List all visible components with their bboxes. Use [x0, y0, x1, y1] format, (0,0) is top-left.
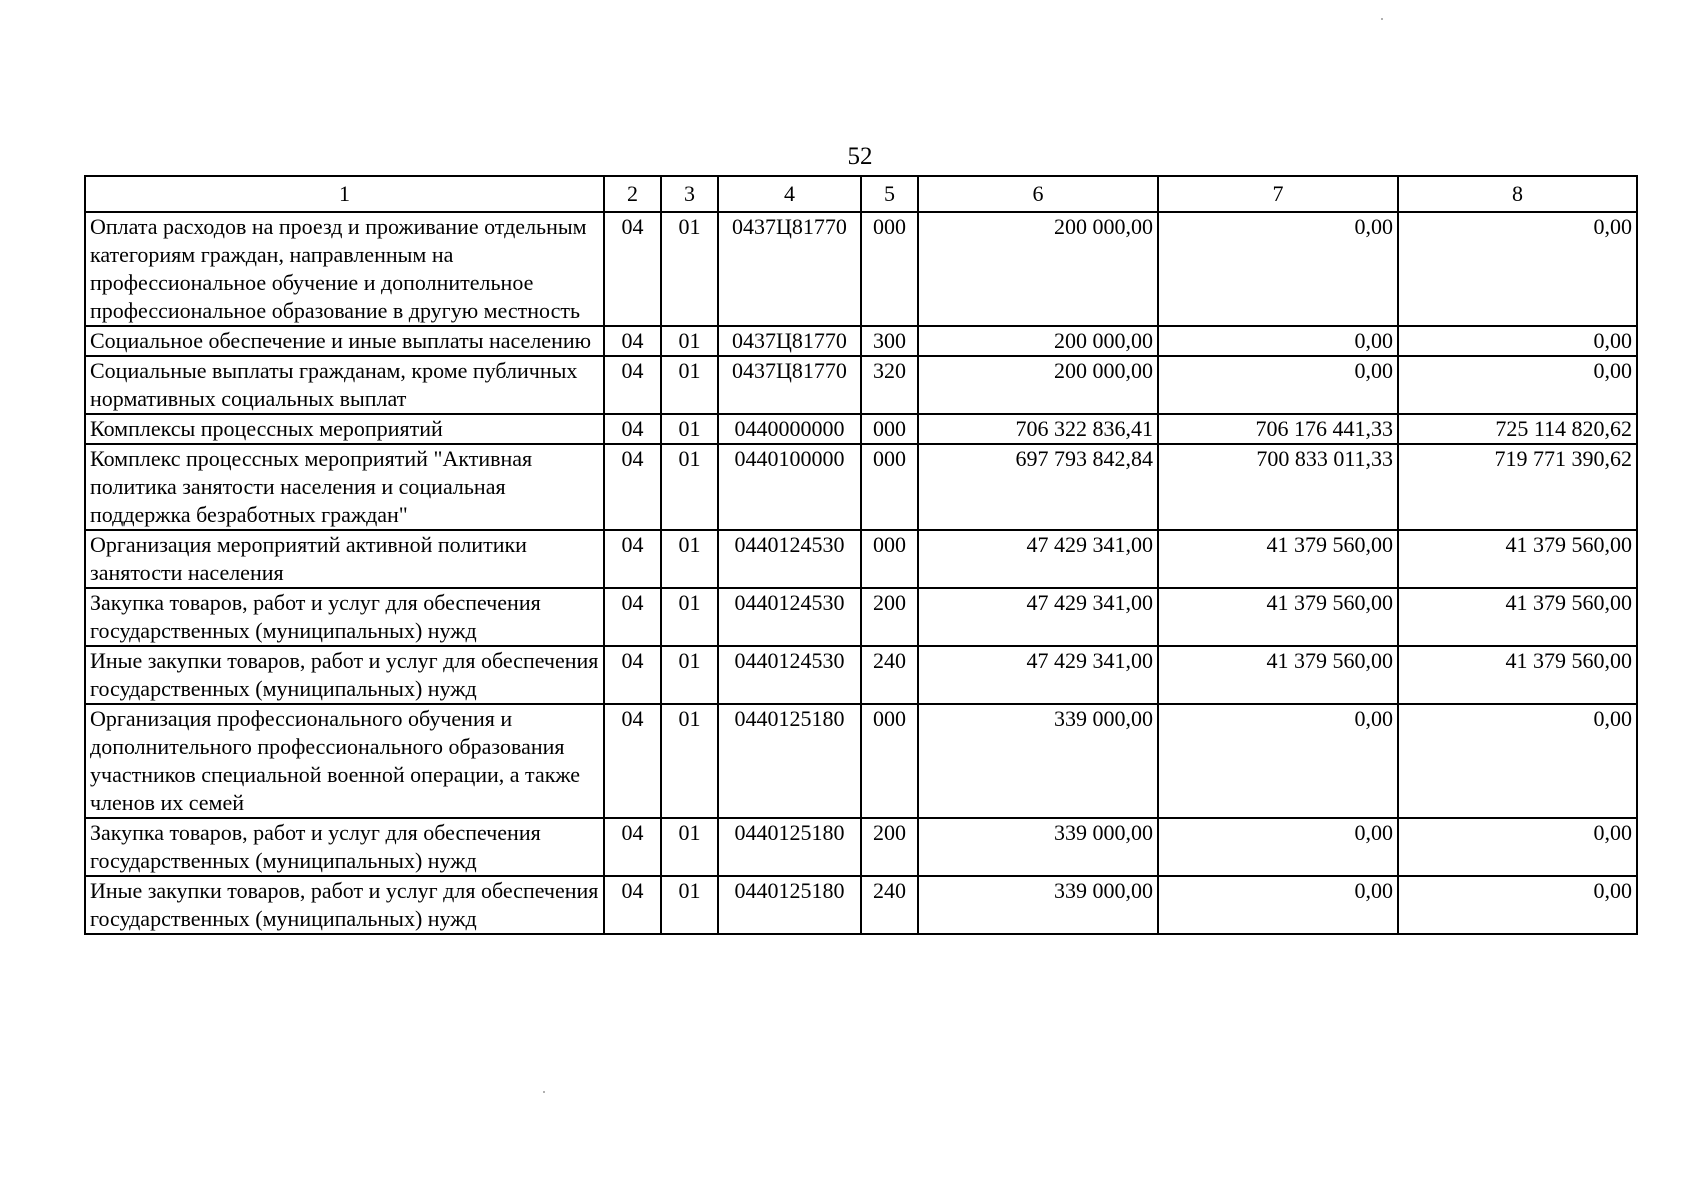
amount-col6: 697 793 842,84 — [918, 444, 1158, 530]
table-row — [85, 530, 1637, 588]
amount-col7: 41 379 560,00 — [1158, 530, 1398, 588]
expense-type-code: 240 — [861, 646, 918, 704]
target-article-code: 0437Ц81770 — [718, 356, 861, 414]
expense-type-code: 000 — [861, 704, 918, 818]
row-name: Организация профессионального обучения и дополнительного профессионального образования участников специальной военной операции, а также членов их семей — [85, 704, 604, 818]
subsection-code: 01 — [661, 530, 718, 588]
table-row — [85, 444, 1637, 530]
amount-col6: 706 322 836,41 — [918, 414, 1158, 444]
table-row — [85, 414, 1637, 444]
amount-col7: 0,00 — [1158, 326, 1398, 356]
subsection-code: 01 — [661, 212, 718, 326]
target-article-code: 0437Ц81770 — [718, 212, 861, 326]
amount-col6: 339 000,00 — [918, 704, 1158, 818]
table-row — [85, 588, 1637, 646]
row-name: Социальные выплаты гражданам, кроме публичных нормативных социальных выплат — [85, 356, 604, 414]
amount-col8: 0,00 — [1398, 356, 1637, 414]
section-code: 04 — [604, 212, 661, 326]
row-name: Оплата расходов на проезд и проживание отдельным категориям граждан, направленным на профессиональное обучение и дополнительное профессиональное образование в другую местность — [85, 212, 604, 326]
subsection-code: 01 — [661, 588, 718, 646]
amount-col8: 41 379 560,00 — [1398, 646, 1637, 704]
section-code: 04 — [604, 876, 661, 934]
amount-col8: 41 379 560,00 — [1398, 530, 1637, 588]
amount-col8: 41 379 560,00 — [1398, 588, 1637, 646]
expense-type-code: 300 — [861, 326, 918, 356]
amount-col6: 47 429 341,00 — [918, 646, 1158, 704]
amount-col7: 0,00 — [1158, 876, 1398, 934]
amount-col8: 0,00 — [1398, 704, 1637, 818]
section-code: 04 — [604, 444, 661, 530]
amount-col6: 339 000,00 — [918, 876, 1158, 934]
amount-col6: 200 000,00 — [918, 212, 1158, 326]
table-row — [85, 704, 1637, 818]
target-article-code: 0440125180 — [718, 818, 861, 876]
amount-col6: 200 000,00 — [918, 356, 1158, 414]
expense-type-code: 240 — [861, 876, 918, 934]
row-name: Иные закупки товаров, работ и услуг для обеспечения государственных (муниципальных) нужд — [85, 876, 604, 934]
amount-col6: 47 429 341,00 — [918, 588, 1158, 646]
table-row — [85, 356, 1637, 414]
target-article-code: 0440125180 — [718, 704, 861, 818]
expense-type-code: 000 — [861, 414, 918, 444]
amount-col8: 719 771 390,62 — [1398, 444, 1637, 530]
row-name: Закупка товаров, работ и услуг для обеспечения государственных (муниципальных) нужд — [85, 588, 604, 646]
expense-type-code: 000 — [861, 212, 918, 326]
column-header: 1 — [85, 176, 604, 212]
target-article-code: 0437Ц81770 — [718, 326, 861, 356]
column-header: 4 — [718, 176, 861, 212]
amount-col8: 725 114 820,62 — [1398, 414, 1637, 444]
subsection-code: 01 — [661, 444, 718, 530]
table-body — [85, 212, 1637, 934]
subsection-code: 01 — [661, 356, 718, 414]
column-header: 6 — [918, 176, 1158, 212]
subsection-code: 01 — [661, 704, 718, 818]
table-header — [85, 176, 1637, 212]
budget-table — [84, 175, 1638, 935]
amount-col7: 0,00 — [1158, 212, 1398, 326]
amount-col7: 0,00 — [1158, 704, 1398, 818]
page-number: 52 — [847, 143, 873, 170]
section-code: 04 — [604, 704, 661, 818]
amount-col7: 700 833 011,33 — [1158, 444, 1398, 530]
table-row — [85, 212, 1637, 326]
amount-col7: 0,00 — [1158, 356, 1398, 414]
target-article-code: 0440124530 — [718, 530, 861, 588]
scan-speck — [543, 1091, 545, 1093]
header-row — [85, 176, 1637, 212]
table-row — [85, 876, 1637, 934]
table-row — [85, 646, 1637, 704]
row-name: Иные закупки товаров, работ и услуг для обеспечения государственных (муниципальных) нужд — [85, 646, 604, 704]
section-code: 04 — [604, 356, 661, 414]
section-code: 04 — [604, 414, 661, 444]
column-header: 7 — [1158, 176, 1398, 212]
expense-type-code: 200 — [861, 588, 918, 646]
column-header: 5 — [861, 176, 918, 212]
amount-col7: 0,00 — [1158, 818, 1398, 876]
amount-col6: 339 000,00 — [918, 818, 1158, 876]
amount-col6: 47 429 341,00 — [918, 530, 1158, 588]
section-code: 04 — [604, 326, 661, 356]
row-name: Социальное обеспечение и иные выплаты населению — [85, 326, 604, 356]
target-article-code: 0440100000 — [718, 444, 861, 530]
scan-speck — [1381, 18, 1383, 20]
amount-col8: 0,00 — [1398, 326, 1637, 356]
row-name: Закупка товаров, работ и услуг для обеспечения государственных (муниципальных) нужд — [85, 818, 604, 876]
column-header: 3 — [661, 176, 718, 212]
subsection-code: 01 — [661, 818, 718, 876]
expense-type-code: 200 — [861, 818, 918, 876]
target-article-code: 0440124530 — [718, 588, 861, 646]
section-code: 04 — [604, 588, 661, 646]
row-name: Комплекс процессных мероприятий "Активная политика занятости населения и социальная поддержка безработных граждан" — [85, 444, 604, 530]
expense-type-code: 000 — [861, 530, 918, 588]
expense-type-code: 000 — [861, 444, 918, 530]
row-name: Комплексы процессных мероприятий — [85, 414, 604, 444]
amount-col7: 41 379 560,00 — [1158, 646, 1398, 704]
column-header: 2 — [604, 176, 661, 212]
subsection-code: 01 — [661, 646, 718, 704]
section-code: 04 — [604, 646, 661, 704]
expense-type-code: 320 — [861, 356, 918, 414]
subsection-code: 01 — [661, 326, 718, 356]
table-row — [85, 818, 1637, 876]
amount-col7: 41 379 560,00 — [1158, 588, 1398, 646]
amount-col8: 0,00 — [1398, 818, 1637, 876]
table-row — [85, 326, 1637, 356]
row-name: Организация мероприятий активной политики занятости населения — [85, 530, 604, 588]
column-header: 8 — [1398, 176, 1637, 212]
amount-col7: 706 176 441,33 — [1158, 414, 1398, 444]
subsection-code: 01 — [661, 876, 718, 934]
section-code: 04 — [604, 818, 661, 876]
target-article-code: 0440000000 — [718, 414, 861, 444]
section-code: 04 — [604, 530, 661, 588]
amount-col8: 0,00 — [1398, 212, 1637, 326]
subsection-code: 01 — [661, 414, 718, 444]
amount-col8: 0,00 — [1398, 876, 1637, 934]
target-article-code: 0440124530 — [718, 646, 861, 704]
target-article-code: 0440125180 — [718, 876, 861, 934]
amount-col6: 200 000,00 — [918, 326, 1158, 356]
